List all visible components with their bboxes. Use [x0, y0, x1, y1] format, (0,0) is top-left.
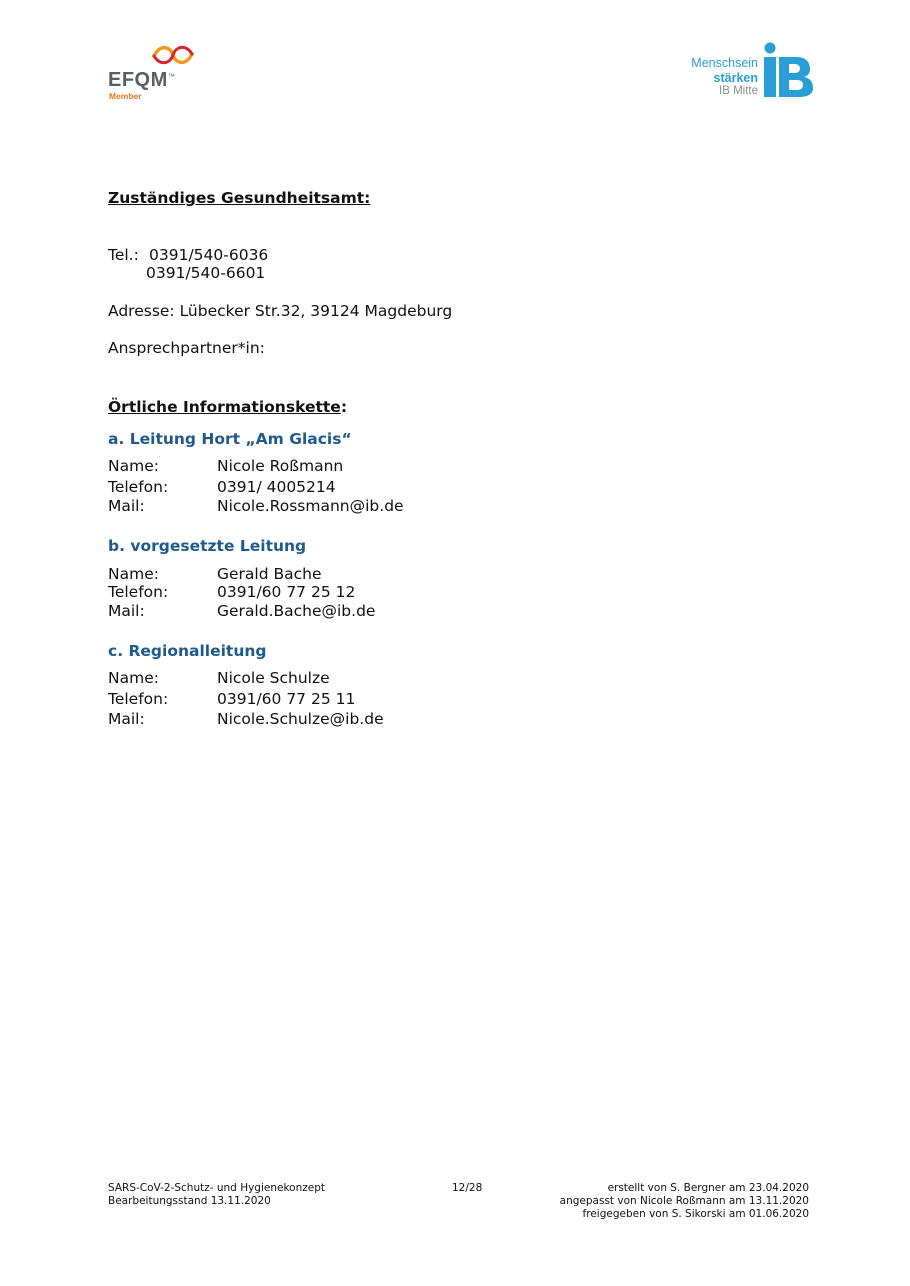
- footer-created-by: erstellt von S. Bergner am 23.04.2020: [607, 1182, 809, 1194]
- efqm-infinity-icon: [150, 42, 196, 68]
- contact-name: Nicole Schulze: [217, 669, 330, 687]
- footer-adapted-by: angepasst von Nicole Roßmann am 13.11.2020: [559, 1195, 809, 1207]
- phone-label: Telefon:: [108, 583, 169, 601]
- health-office-heading: Zuständiges Gesundheitsamt:: [108, 189, 371, 207]
- name-label: Name:: [108, 565, 159, 583]
- contact-email-link[interactable]: Nicole.Schulze@ib.de: [217, 710, 384, 728]
- ib-mitte-logo: [680, 42, 820, 104]
- footer-revision-status: Bearbeitungsstand 13.11.2020: [108, 1195, 271, 1207]
- footer-document-title: SARS-CoV-2-Schutz- und Hygienekonzept: [108, 1182, 325, 1194]
- phone-label: Tel.:: [108, 246, 139, 264]
- ib-logo-icon: [760, 42, 816, 100]
- contact-person-label: Ansprechpartner*in:: [108, 339, 265, 357]
- contact-email-link[interactable]: Gerald.Bache@ib.de: [217, 602, 376, 620]
- name-label: Name:: [108, 669, 159, 687]
- contact-phone: 0391/60 77 25 11: [217, 690, 356, 708]
- efqm-member-logo: [106, 42, 198, 104]
- footer-page-number: 12/28: [452, 1182, 483, 1194]
- mail-label: Mail:: [108, 602, 145, 620]
- ib-slogan-line2: stärken: [713, 71, 758, 85]
- mail-label: Mail:: [108, 497, 145, 515]
- efqm-member-label: Member: [109, 91, 142, 101]
- phone-label: Telefon:: [108, 478, 169, 496]
- contact-name: Gerald Bache: [217, 565, 322, 583]
- phone-label: Telefon:: [108, 690, 169, 708]
- footer-released-by: freigegeben von S. Sikorski am 01.06.2020: [582, 1208, 809, 1220]
- contact-email-link[interactable]: Nicole.Rossmann@ib.de: [217, 497, 404, 515]
- section-title-hort-leitung: a. Leitung Hort „Am Glacis“: [108, 430, 352, 448]
- health-office-phone-2: 0391/540-6601: [146, 264, 266, 282]
- efqm-wordmark: EFQM™: [108, 69, 176, 91]
- contact-phone: 0391/60 77 25 12: [217, 583, 356, 601]
- name-label: Name:: [108, 457, 159, 475]
- ib-slogan-line1: Menschsein: [691, 56, 758, 70]
- contact-phone: 0391/ 4005214: [217, 478, 336, 496]
- health-office-phone-1: 0391/540-6036: [149, 246, 269, 264]
- section-title-regional: c. Regionalleitung: [108, 642, 267, 660]
- ib-region-label: IB Mitte: [719, 85, 758, 97]
- health-office-address: Adresse: Lübecker Str.32, 39124 Magdeburg: [108, 302, 453, 320]
- contact-name: Nicole Roßmann: [217, 457, 344, 475]
- mail-label: Mail:: [108, 710, 145, 728]
- section-title-supervisor: b. vorgesetzte Leitung: [108, 537, 307, 555]
- info-chain-heading: Örtliche Informationskette:: [108, 398, 348, 416]
